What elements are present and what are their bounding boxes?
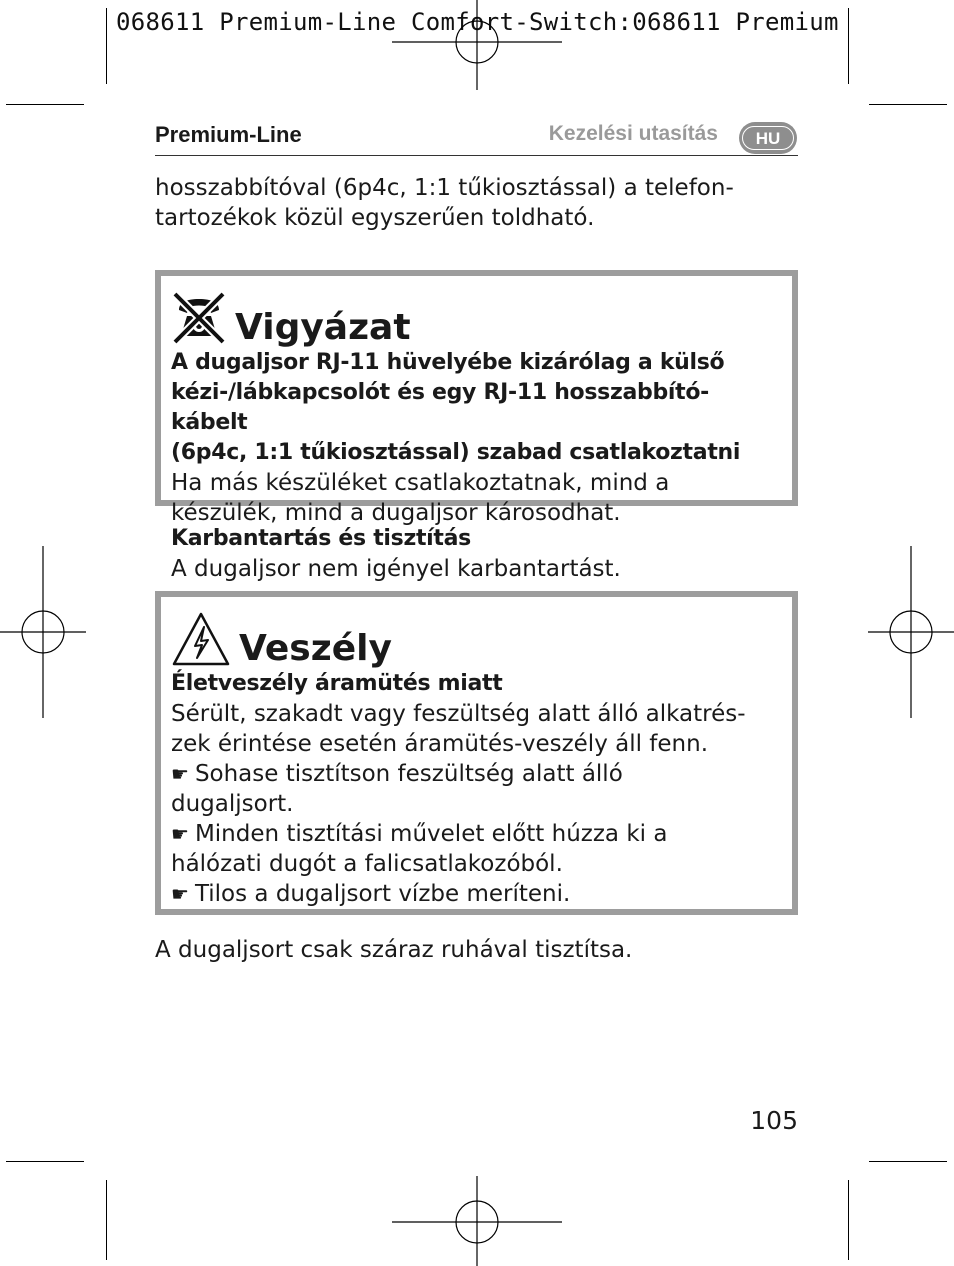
cleaning-note: A dugaljsort csak száraz ruhával tisztítsa. xyxy=(155,937,633,963)
bullet-text-continued: hálózati dugót a falicsatlakozóból. xyxy=(171,851,563,877)
danger-text-line: Sérült, szakadt vagy feszültség alatt álló alkatrés- xyxy=(171,701,746,727)
header-divider xyxy=(155,155,798,156)
high-voltage-warning-icon xyxy=(171,611,231,667)
crop-mark xyxy=(6,1161,84,1162)
page-number: 105 xyxy=(750,1106,798,1135)
crop-mark xyxy=(869,104,947,105)
maintenance-heading: Karbantartás és tisztítás xyxy=(171,526,471,551)
registration-mark-icon xyxy=(392,1176,562,1266)
bullet-text-continued: dugaljsort. xyxy=(171,791,294,817)
registration-mark-icon xyxy=(392,0,562,90)
header-section: Kezelési utasítás xyxy=(548,122,718,145)
caution-bold-line: kézi-/lábkapcsolót és egy RJ-11 hosszabbító-kábelt xyxy=(171,380,710,435)
caution-text-line: Ha más készüléket csatlakoztatnak, mind a xyxy=(171,470,670,496)
danger-text-line: zek érintése esetén áramütés-veszély áll fenn. xyxy=(171,731,709,757)
language-badge-label: HU xyxy=(742,126,794,150)
crop-mark xyxy=(848,8,849,84)
intro-line: tartozékok közül egyszerűen toldható. xyxy=(155,205,595,231)
maintenance-text: A dugaljsor nem igényel karbantartást. xyxy=(171,556,621,582)
crop-mark xyxy=(869,1161,947,1162)
caution-bold-line: A dugaljsor RJ-11 hüvelyébe kizárólag a külső xyxy=(171,350,725,375)
danger-subtitle: Életveszély áramütés miatt xyxy=(171,671,503,696)
danger-box xyxy=(155,591,798,915)
registration-mark-icon xyxy=(0,546,86,718)
no-telephone-icon xyxy=(171,290,227,346)
print-slug: 068611 Premium-Line Comfort-Switch:068611 Premium xyxy=(116,8,839,36)
pointing-hand-icon: ☛ xyxy=(171,882,189,906)
intro-line: hosszabbítóval (6p4c, 1:1 tűkiosztással) a telefon- xyxy=(155,175,734,201)
pointing-hand-icon: ☛ xyxy=(171,762,189,786)
bullet-text: Sohase tisztítson feszültség alatt álló xyxy=(194,761,623,787)
caution-text-line: készülék, mind a dugaljsor károsodhat. xyxy=(171,500,621,526)
crop-mark xyxy=(848,1180,849,1260)
crop-mark xyxy=(6,104,84,105)
caution-box xyxy=(155,270,798,526)
danger-title-row xyxy=(171,607,782,669)
pointing-hand-icon: ☛ xyxy=(171,822,189,846)
danger-title: Veszély xyxy=(239,628,392,669)
caution-title: Vigyázat xyxy=(235,307,411,348)
crop-mark xyxy=(106,8,107,84)
crop-mark xyxy=(106,1180,107,1260)
maintenance-section xyxy=(171,524,791,584)
caution-title-row xyxy=(171,286,782,348)
danger-bullet-item xyxy=(171,759,782,789)
header-brand: Premium-Line xyxy=(155,122,302,147)
caution-bold-line: (6p4c, 1:1 tűkiosztással) szabad csatlakoztatni xyxy=(171,440,741,465)
registration-mark-icon xyxy=(868,546,954,718)
bullet-text: Minden tisztítási művelet előtt húzza ki a xyxy=(194,821,668,847)
danger-bullet-item xyxy=(171,879,782,909)
intro-paragraph xyxy=(155,173,795,233)
language-badge xyxy=(739,122,797,154)
bullet-text: Tilos a dugaljsort vízbe meríteni. xyxy=(194,881,571,907)
danger-bullet-item xyxy=(171,819,782,849)
